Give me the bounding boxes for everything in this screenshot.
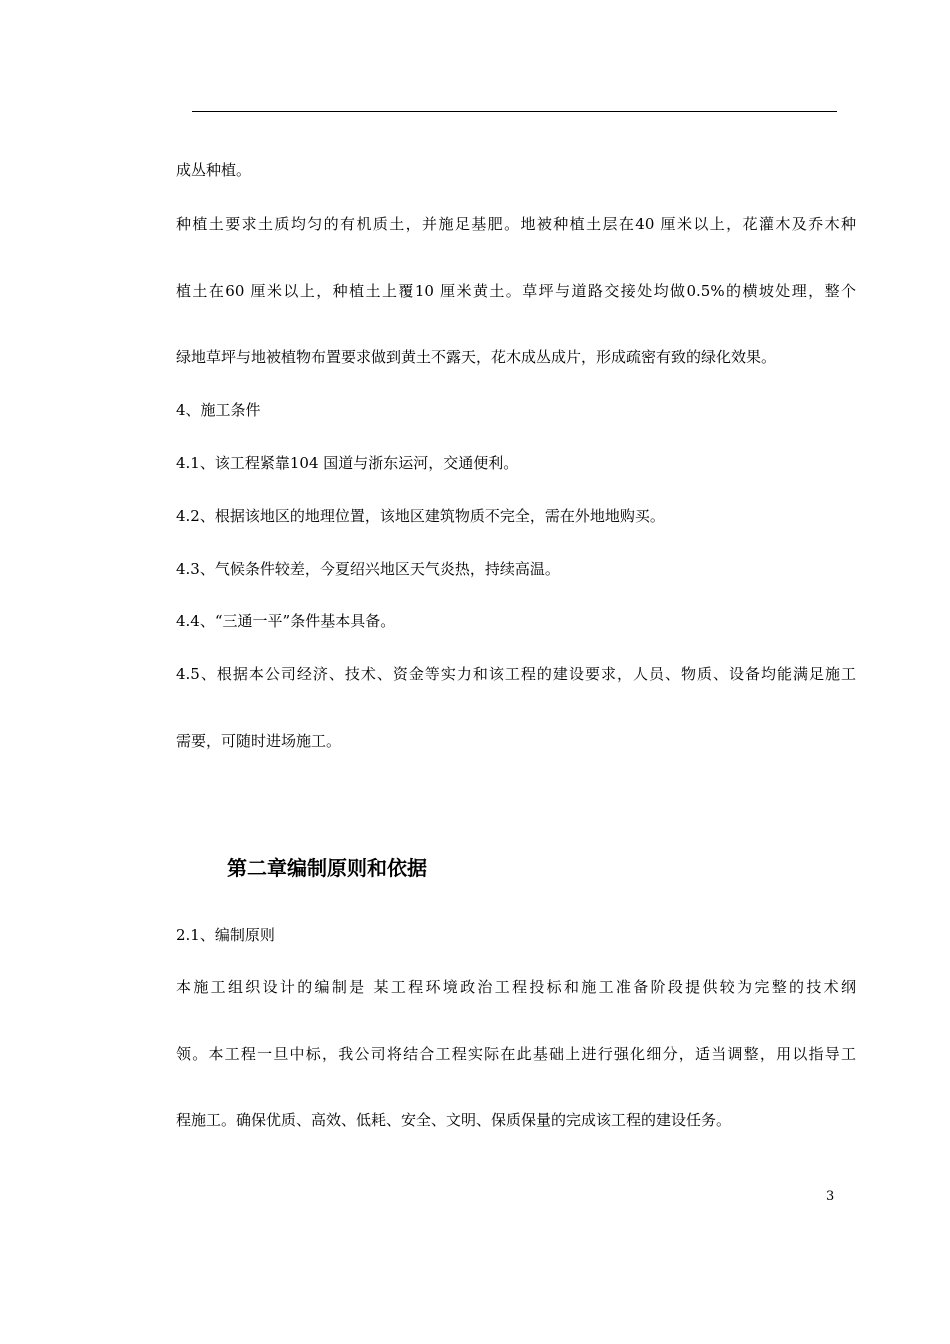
- page-number: 3: [826, 1189, 835, 1204]
- chapter-heading: 第二章编制原则和依据: [227, 856, 427, 880]
- list-item-4-5-line-1: 4.5、根据本公司经济、技术、资金等实力和该工程的建设要求，人员、物质、设备均能满足施工: [176, 665, 856, 683]
- paragraph-line-1: 本施工组织设计的编制是 某工程环境政治工程投标和施工准备阶段提供较为完整的技术纲: [176, 978, 856, 996]
- subsection-title-principles: 2.1、编制原则: [176, 926, 275, 944]
- section-title-construction-conditions: 4、施工条件: [176, 401, 261, 419]
- text-line-soil-depth: 植土在60 厘米以上，种植土上覆10 厘米黄土。草坪与道路交接处均做0.5%的横坡处理，整个: [176, 282, 856, 300]
- text-line-continuation: 成丛种植。: [176, 161, 252, 179]
- paragraph-line-2: 领。本工程一旦中标，我公司将结合工程实际在此基础上进行强化细分，适当调整，用以指导工: [176, 1045, 856, 1063]
- list-item-4-2: 4.2、根据该地区的地理位置，该地区建筑物质不完全，需在外地地购买。: [176, 507, 665, 525]
- text-line-soil-requirements: 种植土要求土质均匀的有机质土，并施足基肥。地被种植土层在40 厘米以上，花灌木及乔木种: [176, 215, 856, 233]
- text-line-greening-effect: 绿地草坪与地被植物布置要求做到黄土不露天，花木成丛成片，形成疏密有致的绿化效果。: [176, 348, 777, 366]
- paragraph-line-3: 程施工。确保优质、高效、低耗、安全、文明、保质保量的完成该工程的建设任务。: [176, 1111, 732, 1129]
- list-item-4-3: 4.3、气候条件较差，今夏绍兴地区天气炎热，持续高温。: [176, 560, 560, 578]
- header-rule: [192, 111, 837, 112]
- list-item-4-1: 4.1、该工程紧靠104 国道与浙东运河，交通便利。: [176, 454, 519, 472]
- list-item-4-5-line-2: 需要，可随时进场施工。: [176, 732, 342, 750]
- list-item-4-4: 4.4、“三通一平”条件基本具备。: [176, 612, 396, 630]
